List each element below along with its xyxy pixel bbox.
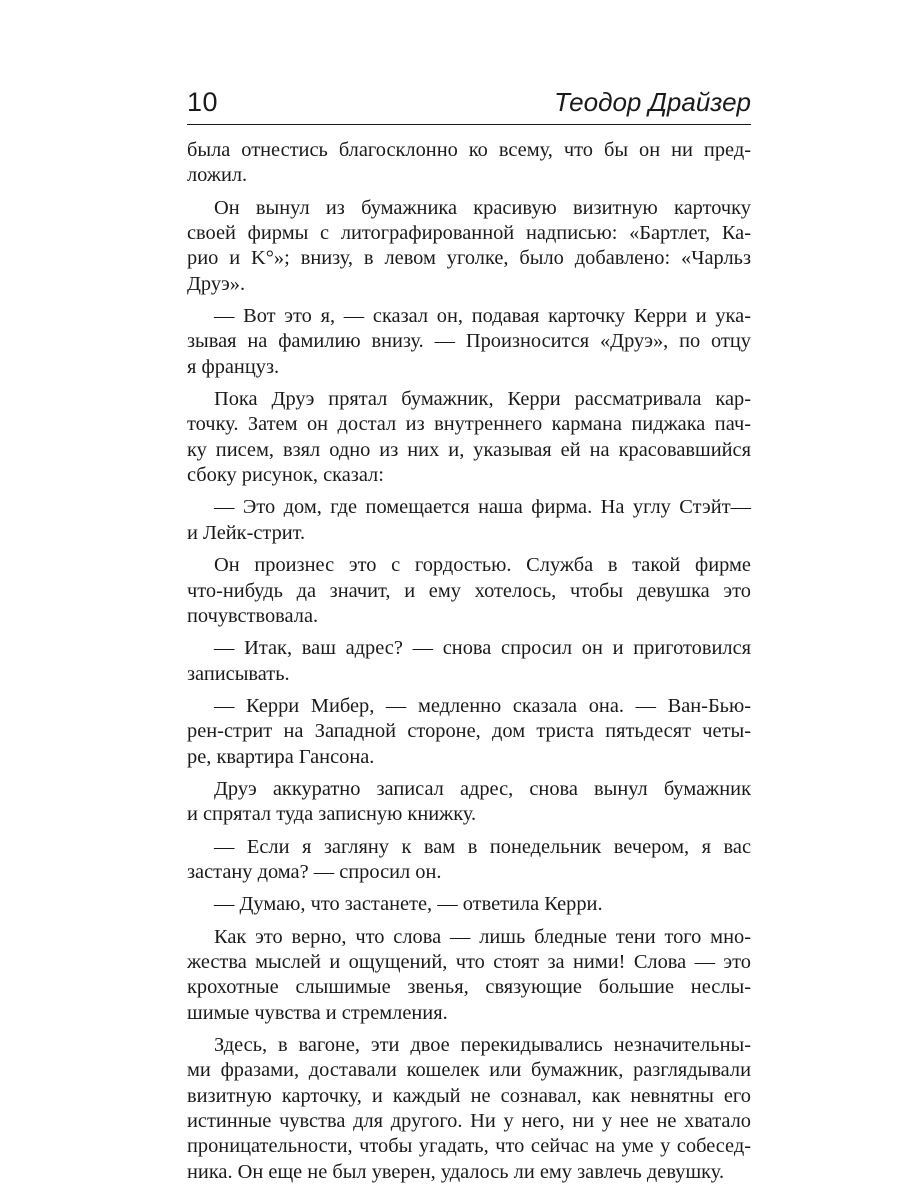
paragraph xyxy=(187,196,751,297)
text-line: почувствовала. xyxy=(187,604,319,627)
paragraph-gap xyxy=(187,297,751,304)
paragraph-gap xyxy=(187,885,751,892)
text-line: крохотные слышимые звенья, связующие большие неслы- xyxy=(187,976,751,999)
text-line: ника. Он еще не был уверен, удалось ли ему завлечь девушку. xyxy=(187,1160,725,1183)
paragraph xyxy=(187,835,751,886)
body-text xyxy=(187,138,751,1185)
text-line: визитную карточку, и каждый не сознавал, как невнятны его xyxy=(187,1084,751,1107)
text-line: Как это верно, что слова — лишь бледные тени того мно- xyxy=(214,925,751,948)
paragraph xyxy=(187,1033,751,1185)
paragraph xyxy=(187,138,751,189)
text-line: точку. Затем он достал из внутреннего кармана пиджака пач- xyxy=(187,413,751,436)
text-line: своей фирмы с литографированной надписью: «Бартлет, Ка- xyxy=(187,222,751,245)
text-line: — Керри Мибер, — медленно сказала она. — Ван-Бью- xyxy=(214,694,751,717)
text-line: ку писем, взял одно из них и, указывая ей на красовавшийся xyxy=(187,438,751,461)
paragraph xyxy=(187,553,751,629)
paragraph xyxy=(187,387,751,488)
paragraph xyxy=(187,925,751,1026)
text-line: застану дома? — спросил он. xyxy=(187,860,442,883)
text-line: истинные чувства для другого. Ни у него, ни у нее не хватало xyxy=(187,1110,751,1133)
paragraph-gap xyxy=(187,380,751,387)
text-line: ложил. xyxy=(187,164,248,187)
running-title: Теодор Драйзер xyxy=(554,87,751,117)
paragraph xyxy=(187,694,751,770)
text-line: шимые чувства и стремления. xyxy=(187,1001,448,1024)
paragraph-gap xyxy=(187,629,751,636)
text-line: Друэ аккуратно записал адрес, снова вынул бумажник xyxy=(214,777,751,800)
text-line: сбоку рисунок, сказал: xyxy=(187,464,384,487)
paragraph-gap xyxy=(187,828,751,835)
paragraph xyxy=(187,636,751,687)
text-line: Друэ». xyxy=(187,272,246,295)
text-line: — Думаю, что застанете, — ответила Керри. xyxy=(214,893,603,916)
text-line: ми фразами, доставали кошелек или бумажник, разглядывали xyxy=(187,1059,751,1082)
text-line: рен-стрит на Западной стороне, дом триста пятьдесят четы- xyxy=(187,720,751,743)
text-line: проницательности, чтобы угадать, что сейчас на уме у собесед- xyxy=(187,1135,751,1158)
paragraph xyxy=(187,495,751,546)
text-line: Он произнес это с гордостью. Служба в такой фирме xyxy=(214,554,751,577)
text-line: ре, квартира Гансона. xyxy=(187,745,375,768)
text-line: и спрятал туда записную книжку. xyxy=(187,803,477,826)
paragraph xyxy=(187,304,751,380)
paragraph-gap xyxy=(187,1026,751,1033)
text-line: что-нибудь да значит, и ему хотелось, чтобы девушка это xyxy=(187,579,751,602)
text-line: рио и K°»; внизу, в левом уголке, было добавлено: «Чарльз xyxy=(187,247,751,270)
text-line: зывая на фамилию внизу. — Произносится «Друэ», по отцу xyxy=(187,330,751,353)
text-line: — Это дом, где помещается наша фирма. На углу Стэйт— xyxy=(214,496,751,519)
text-line: и Лейк-стрит. xyxy=(187,521,306,544)
text-line: я француз. xyxy=(187,355,280,378)
paragraph-gap xyxy=(187,687,751,694)
text-line: — Вот это я, — сказал он, подавая карточку Керри и ука- xyxy=(214,305,751,328)
text-line: — Если я загляну к вам в понедельник вечером, я вас xyxy=(214,835,751,858)
paragraph-gap xyxy=(187,189,751,196)
text-line: Пока Друэ прятал бумажник, Керри рассматривала кар- xyxy=(214,388,751,411)
text-line: жества мыслей и ощущений, что стоят за ними! Слова — это xyxy=(187,950,751,973)
paragraph-gap xyxy=(187,918,751,925)
page-header xyxy=(187,80,751,125)
paragraph-gap xyxy=(187,488,751,495)
text-line: Здесь, в вагоне, эти двое перекидывались незначительны- xyxy=(214,1034,751,1056)
text-line: была отнестись благосклонно ко всему, что бы он ни пред- xyxy=(187,139,751,161)
paragraph-gap xyxy=(187,546,751,553)
text-line: записывать. xyxy=(187,662,290,685)
paragraph-gap xyxy=(187,770,751,777)
text-line: Он вынул из бумажника красивую визитную карточку xyxy=(214,196,751,219)
paragraph xyxy=(187,892,751,917)
text-line: — Итак, ваш адрес? — снова спросил он и приготовился xyxy=(214,637,751,660)
page-number: 10 xyxy=(187,87,219,117)
paragraph xyxy=(187,777,751,828)
